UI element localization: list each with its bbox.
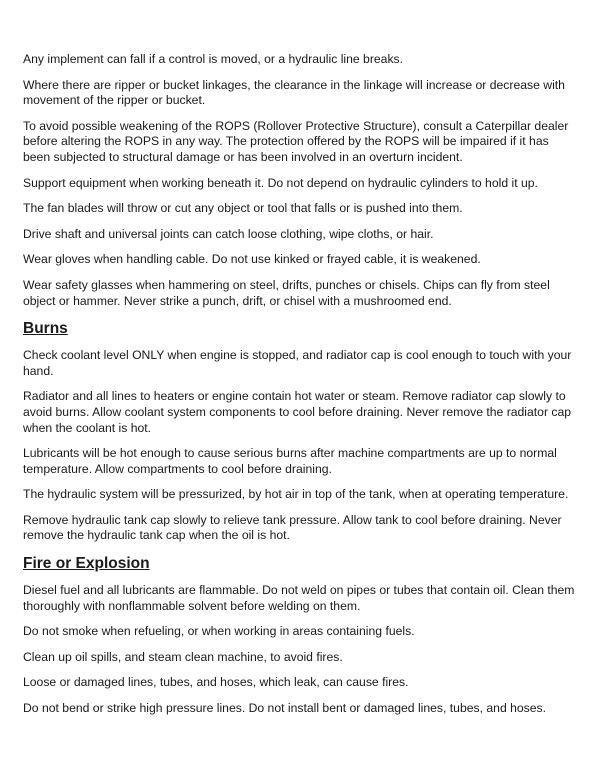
document-page <box>23 52 575 727</box>
paragraph: Diesel fuel and all lubricants are flammable. Do not weld on pipes or tubes that contain oil. Clean them thoroughly with nonflammable solvent before welding on them. <box>23 583 575 613</box>
paragraph: Radiator and all lines to heaters or engine contain hot water or steam. Remove radiator cap slowly to avoid burns. Allow coolant system components to cool before draining. Never remove the radiator cap when the coolant is hot. <box>23 389 572 435</box>
paragraph: Any implement can fall if a control is moved, or a hydraulic line breaks. <box>23 52 404 66</box>
paragraph: To avoid possible weakening of the ROPS (Rollover Protective Structure), consult a Caterpillar dealer before altering the ROPS in any way. The protection offered by the ROPS will be impaired if it has been subjected to structural damage or has been involved in an overturn incident. <box>23 118 569 164</box>
paragraph: Clean up oil spills, and steam clean machine, to avoid fires. <box>23 649 343 664</box>
paragraph: Lubricants will be hot enough to cause serious burns after machine compartments are up to normal temperature. Allow compartments to cool before draining. <box>23 446 557 476</box>
section-burns <box>23 319 575 544</box>
section-heading-burns: Burns <box>23 320 68 338</box>
paragraph: Support equipment when working beneath it. Do not depend on hydraulic cylinders to hold it up. <box>23 175 538 190</box>
paragraph: Check coolant level ONLY when engine is stopped, and radiator cap is cool enough to touch with your hand. <box>23 348 572 378</box>
paragraph: Loose or damaged lines, tubes, and hoses, which leak, can cause fires. <box>23 675 409 690</box>
section-heading-fire: Fire or Explosion <box>23 555 150 573</box>
paragraph: Wear gloves when handling cable. Do not use kinked or frayed cable, it is weakened. <box>23 252 481 267</box>
paragraph: Remove hydraulic tank cap slowly to relieve tank pressure. Allow tank to cool before draining. Never remove the hydraulic tank cap when the oil is hot. <box>23 512 562 543</box>
paragraph: Where there are ripper or bucket linkages, the clearance in the linkage will increase or decrease with movement of the ripper or bucket. <box>23 77 565 108</box>
paragraph: Wear safety glasses when hammering on steel, drifts, punches or chisels. Chips can fly from steel object or hammer. Never strike a punch, drift, or chisel with a mushroomed end. <box>23 277 550 308</box>
paragraph: The fan blades will throw or cut any object or tool that falls or is pushed into them. <box>23 201 463 216</box>
paragraph: Do not bend or strike high pressure lines. Do not install bent or damaged lines, tubes, and hoses. <box>23 701 547 716</box>
paragraph: The hydraulic system will be pressurized, by hot air in top of the tank, when at operating temperature. <box>23 487 569 502</box>
section-fire-or-explosion <box>23 554 575 717</box>
paragraph: Drive shaft and universal joints can catch loose clothing, wipe cloths, or hair. <box>23 226 434 241</box>
paragraph: Do not smoke when refueling, or when working in areas containing fuels. <box>23 624 415 639</box>
section-general-hazards <box>23 52 575 309</box>
